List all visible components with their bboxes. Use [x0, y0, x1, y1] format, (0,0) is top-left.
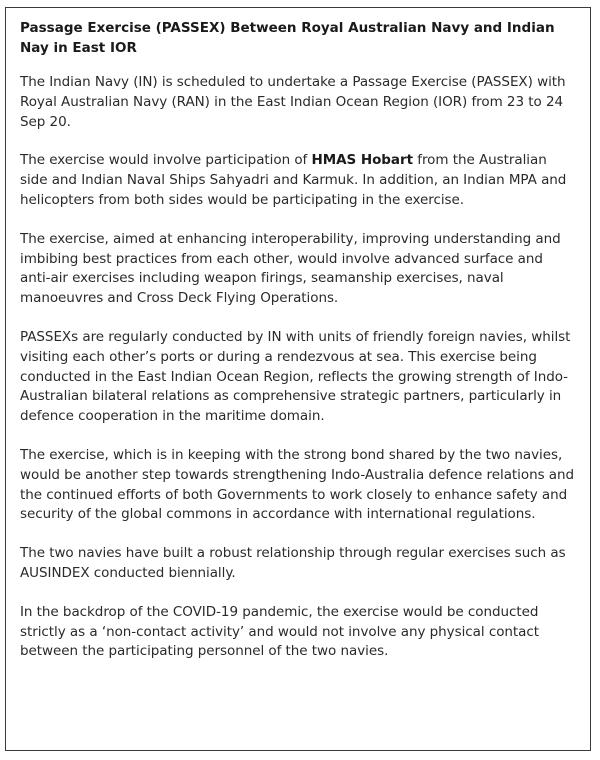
paragraph-bilateral-relations: The exercise, which is in keeping with the strong bond shared by the two navies, would be another step towards strengthening Indo-Australia defence relations and the continued efforts of both Governments to work closely to enhance safety and security of the global commons in accordance with international regulations. [20, 446, 575, 523]
paragraph-participation-end: from the Australian side and Indian Naval Ships Sahyadri and Karmuk. In addition, an Indian MPA and helicopters from both sides would be participating in the exercise. [20, 152, 567, 208]
paragraph-passex-background: PASSEXs are regularly conducted by IN with units of friendly foreign navies, whilst visiting each other’s ports or during a rendezvous at sea. This exercise being conducted in the East Indian Ocean Region, reflects the growing strength of Indo-Australian bilateral relations as comprehensive strategic partners, particularly in defence cooperation in the maritime domain. [20, 328, 571, 425]
paragraph-schedule: The Indian Navy (IN) is scheduled to undertake a Passage Exercise (PASSEX) with Royal Australian Navy (RAN) in the East Indian Ocean Region (IOR) from 23 to 24 Sep 20. [20, 74, 566, 130]
paragraph-covid: In the backdrop of the COVID-19 pandemic, the exercise would be conducted strictly as a ‘non-contact activity’ and would not involve any physical contact between the participating personnel of the two navies. [20, 603, 539, 660]
document-title: Passage Exercise (PASSEX) Between Royal Australian Navy and Indian Nay in East IOR [20, 20, 555, 56]
ship-name-hmas-hobart: HMAS Hobart [311, 152, 413, 169]
paragraph-participation-start: The exercise would involve participation of [20, 152, 312, 169]
paragraph-participation [20, 151, 576, 210]
document-frame [5, 7, 591, 751]
paragraph-aims: The exercise, aimed at enhancing interoperability, improving understanding and imbibing best practices from each other, would involve advanced surface and anti-air exercises including weapon firings, seamanship exercises, naval manoeuvres and Cross Deck Flying Operations. [20, 230, 561, 307]
paragraph-ausindex: The two navies have built a robust relationship through regular exercises such as AUSINDEX conducted biennially. [20, 545, 566, 581]
